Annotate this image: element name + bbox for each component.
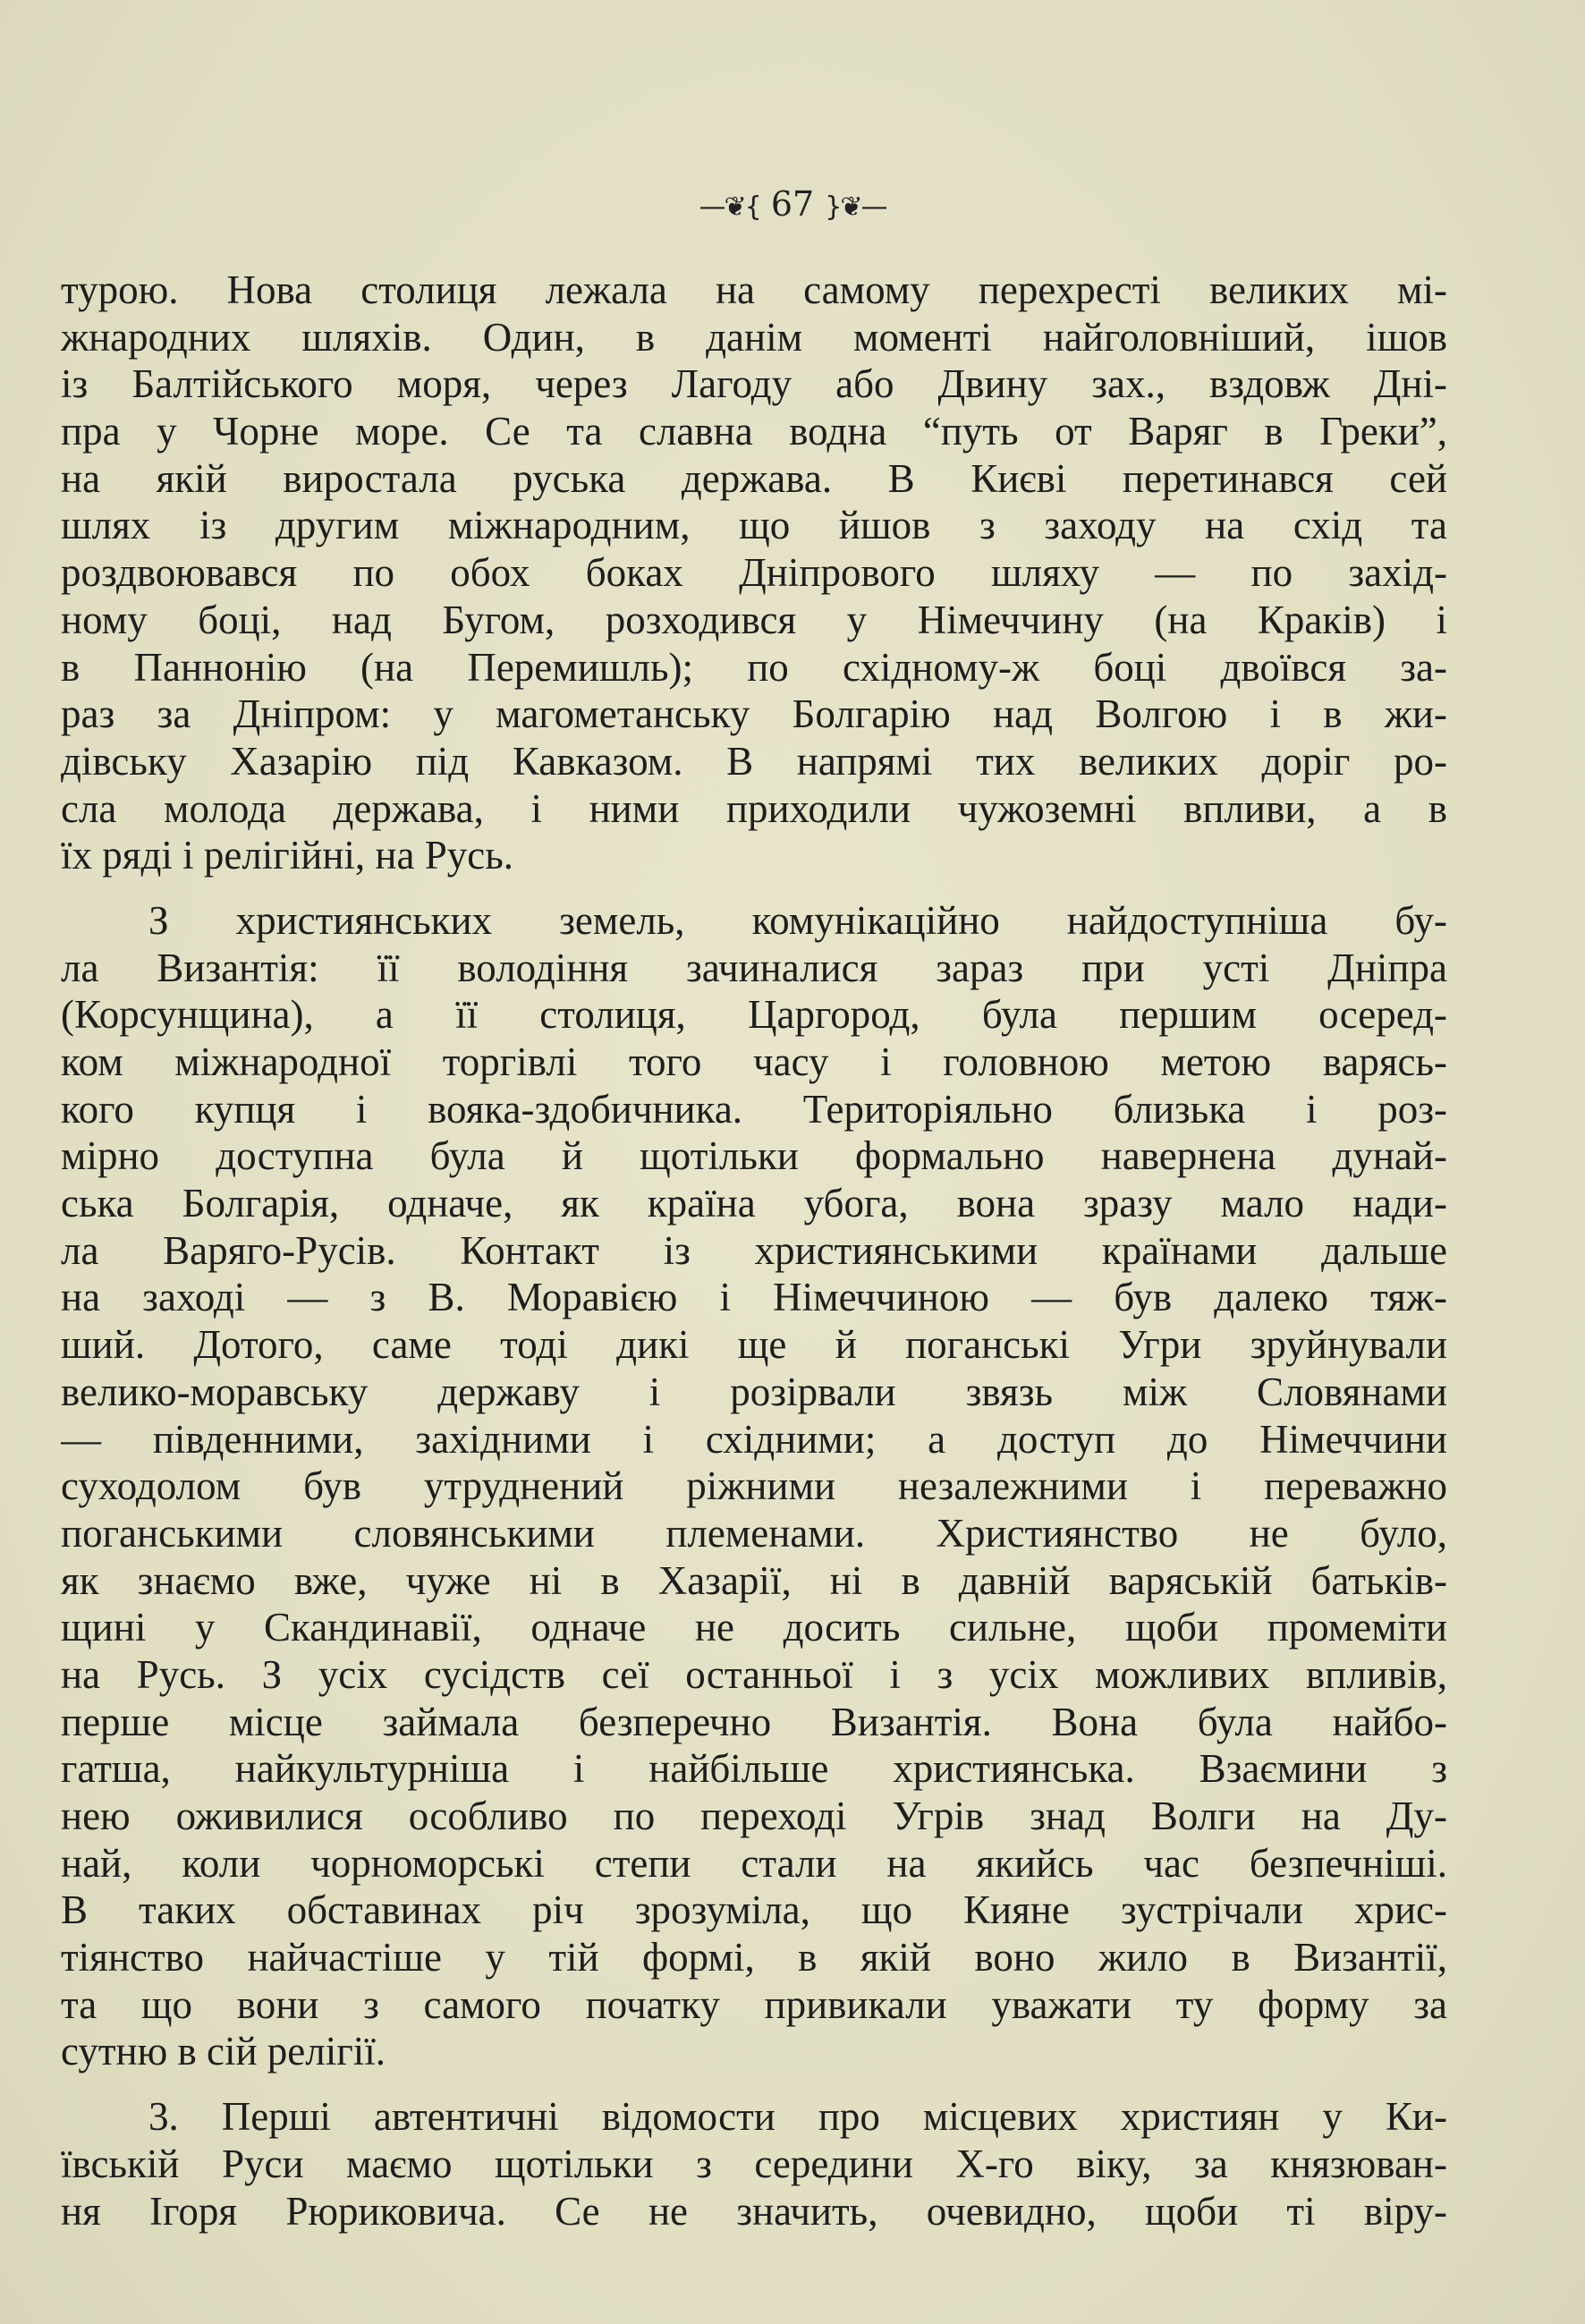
text-line: най, коли чорноморські степи стали на якийсь час безпечніші. <box>61 1840 1447 1886</box>
text-line: турою. Нова столиця лежала на самому перехресті великих мі- <box>61 267 1447 312</box>
text-line: З християнських земель, комунікаційно найдоступніша бу- <box>148 897 1447 943</box>
text-line: шлях із другим міжнародним, що йшов з заходу на схід та <box>61 503 1447 548</box>
text-line: В таких обставинах річ зрозуміла, що Кияне зустрічали хрис- <box>61 1887 1447 1933</box>
text-line: кого купця і вояка-здобичника. Територіяльно близька і роз- <box>61 1086 1447 1132</box>
text-line: гатша, найкультурніша і найбільше християнська. Взаємини з <box>61 1746 1447 1792</box>
text-line: нею оживилися особливо по переході Угрів знад Волги на Ду- <box>61 1794 1447 1838</box>
text-line: поганськими словянськими племенами. Християнство не було, <box>61 1510 1447 1556</box>
paragraph-3 <box>61 2093 1447 2235</box>
paragraph-2 <box>61 897 1447 2075</box>
text-line: мірно доступна була й щотільки формально навернена дунай- <box>61 1133 1447 1179</box>
text-line: — південними, західними і східними; а доступ до Німеччини <box>61 1416 1447 1462</box>
text-line: на заході — з В. Моравією і Німеччиною — був далеко тяж- <box>61 1275 1447 1320</box>
body-text <box>61 267 1447 2235</box>
text-line: на Русь. З усіх сусідств сеї останньої і з усіх можливих впливів, <box>61 1651 1447 1697</box>
page-number: 67 <box>770 184 815 224</box>
text-line: та що вони з самого початку привикали уважати ту форму за <box>61 1981 1447 2027</box>
text-line: жнародних шляхів. Один, в данім моменті найголовніший, ішов <box>61 314 1447 360</box>
text-line: із Балтійського моря, через Лагоду або Двину зах., вздовж Дні- <box>61 361 1447 407</box>
page-header <box>0 177 1585 231</box>
text-line: в Паннонію (на Перемишль); по східному-ж боці двоївся за- <box>61 644 1447 690</box>
ornament-right-icon: }❦— <box>825 191 886 223</box>
ornament-left-icon: —❦{ <box>699 191 760 223</box>
text-line: раз за Дніпром: у магометанську Болгарію над Волгою і в жи- <box>61 691 1447 737</box>
text-line: як знаємо вже, чуже ні в Хазарії, ні в давній варяській батьків- <box>61 1557 1447 1603</box>
text-line: їх ряді і релігійні, на Русь. <box>61 833 513 878</box>
text-line: сла молода держава, і ними приходили чужоземні впливи, а в <box>61 785 1447 831</box>
paragraph-1 <box>61 267 1447 879</box>
text-line: (Корсунщина), а її столиця, Царгород, була першим осеред- <box>61 992 1447 1038</box>
text-line: щині у Скандинавії, одначе не досить сильне, щоби промеміти <box>61 1605 1447 1650</box>
text-line: ший. Дотого, саме тоді дикі ще й поганські Угри зруйнували <box>61 1322 1447 1368</box>
text-line: сутню в сій релігії. <box>61 2029 386 2074</box>
text-line: на якій виростала руська держава. В Києві перетинався сей <box>61 455 1447 501</box>
text-line: ком міжнародної торгівлі того часу і головною метою варясь- <box>61 1039 1447 1084</box>
text-line: перше місце займала безперечно Византія. Вона була найбо- <box>61 1699 1447 1744</box>
text-line: 3. Перші автентичні відомости про місцевих християн у Ки- <box>148 2094 1447 2140</box>
text-line: ному боці, над Бугом, розходився у Німеччину (на Краків) і <box>61 597 1447 642</box>
text-line: пра у Чорне море. Се та славна водна “путь от Варяг в Греки”, <box>61 409 1447 454</box>
text-line: роздвоювався по обох боках Дніпрового шляху — по захід- <box>61 550 1447 596</box>
text-line: ня Ігоря Рюриковича. Се не значить, очевидно, щоби ті віру- <box>61 2188 1447 2234</box>
text-line: ла Варяго-Русів. Контакт із християнськими країнами дальше <box>61 1227 1447 1273</box>
text-line: тіянство найчастіше у тій формі, в якій воно жило в Византії, <box>61 1935 1447 1980</box>
text-line: дівську Хазарію під Кавказом. В напрямі тих великих доріг ро- <box>61 738 1447 784</box>
text-line: ла Византія: її володіння зачиналися зараз при усті Дніпра <box>61 945 1447 990</box>
text-line: ївській Руси маємо щотільки з середини X-го віку, за князюван- <box>61 2141 1447 2186</box>
text-line: ська Болгарія, одначе, як країна убога, вона зразу мало нади- <box>61 1181 1447 1226</box>
text-line: суходолом був утруднений ріжними незалежними і переважно <box>61 1463 1447 1509</box>
text-line: велико-моравську державу і розірвали звязь між Словянами <box>61 1369 1447 1414</box>
